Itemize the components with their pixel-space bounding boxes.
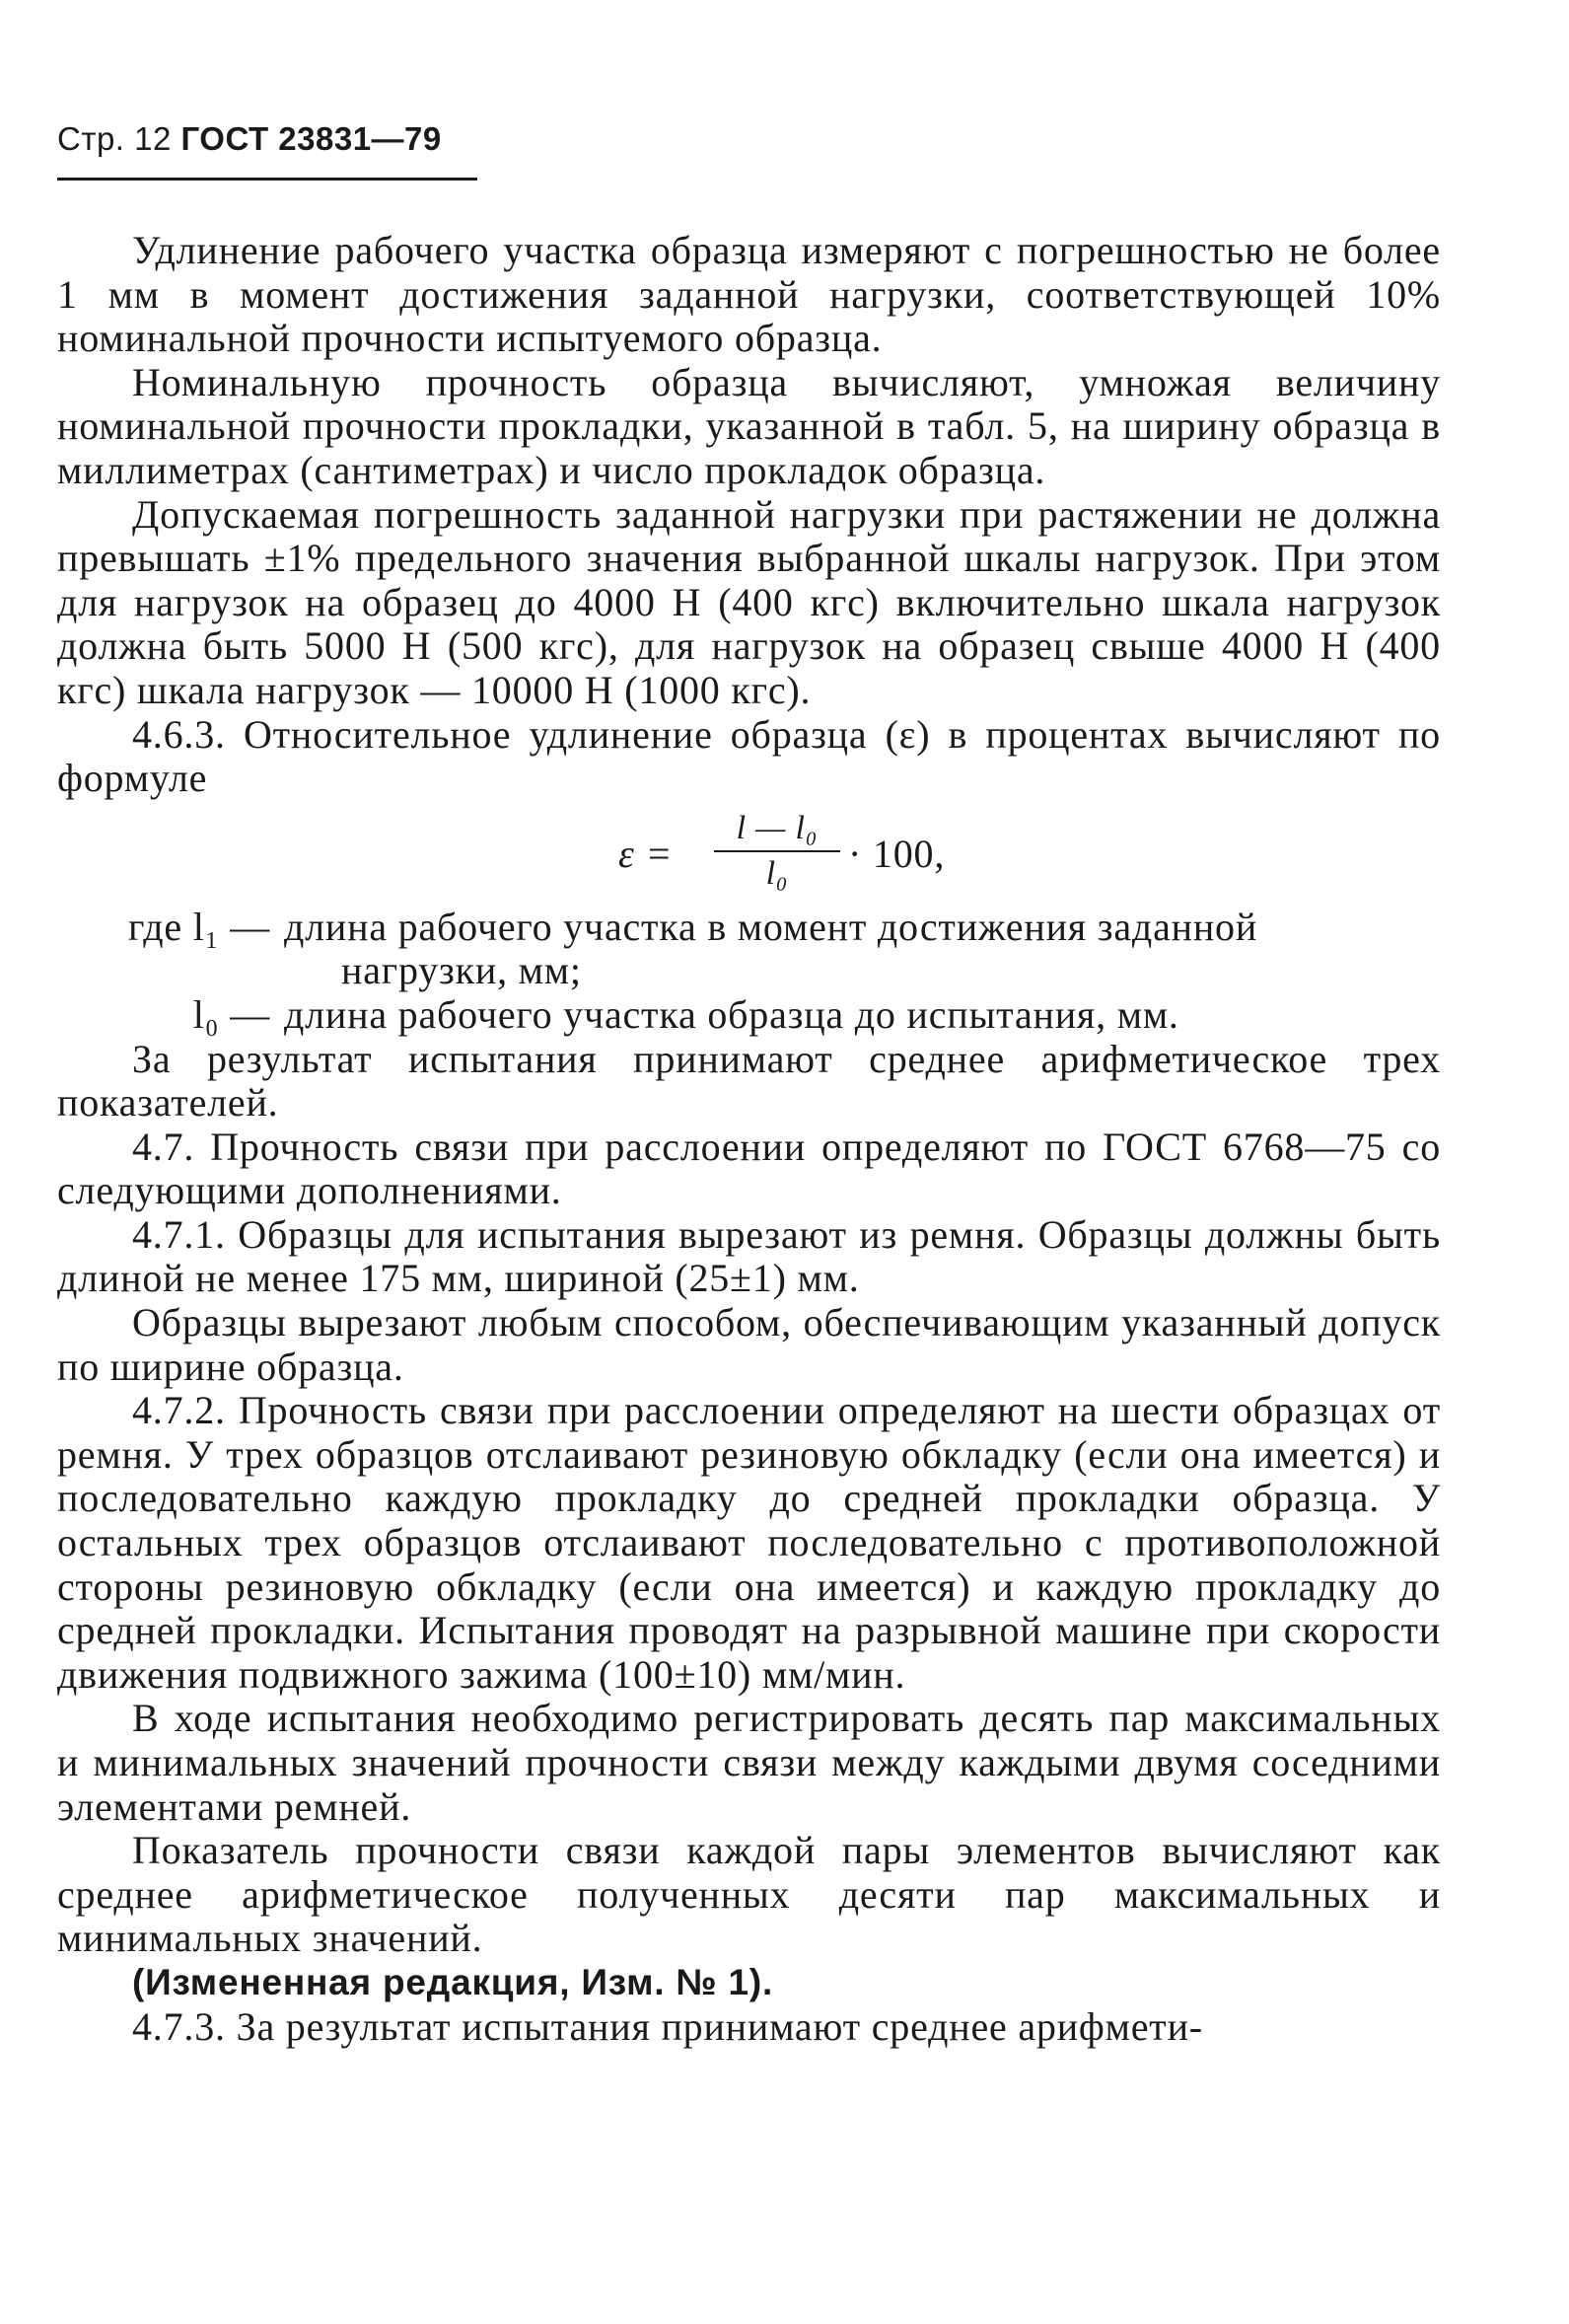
- paragraph-result-average: За результат испытания принимают среднее арифметическое трех показателей.: [57, 1036, 1441, 1126]
- paragraph-4-7-2: 4.7.2. Прочность связи при расслоении определяют на шести образцах от ремня. У трех образцов отслаивают резиновую обкладку (если она имеется) и последовательно каждую прокладку до средней прокладки образца. У остальных трех образцов отслаивают последовательно с противоположной стороны резиновую обкладку (если она имеется) и каждую прокладку до средней прокладки. Испытания проводят на разрывной машине при скорости движения подвижного зажима (100±10) мм/мин.: [57, 1388, 1441, 1697]
- formula-lhs: ε =: [618, 831, 674, 876]
- amendment-note: (Измененная редакция, Изм. № 1).: [132, 1961, 774, 2002]
- formula-multiplier: · 100,: [848, 831, 946, 876]
- page-number-label: Стр. 12: [57, 120, 172, 157]
- legend-row-l0: [57, 993, 1441, 1038]
- formula-legend: [57, 906, 1441, 1038]
- legend-symbol-l1: где l₁ —: [128, 904, 270, 949]
- paragraph-sample-cutting: Образцы вырезают любым способом, обеспечивающим указанный допуск по ширине образца.: [57, 1300, 1441, 1389]
- formula-fraction: [708, 809, 846, 894]
- paragraph-registration: В ходе испытания необходимо регистрировать десять пар максимальных и минимальных значений прочности связи между каждыми двумя соседними элементами ремней.: [57, 1696, 1441, 1829]
- legend-text-l1-line1: длина рабочего участка в момент достижения заданной: [284, 904, 1258, 949]
- page-header: [57, 120, 442, 158]
- legend-text-l1: [270, 906, 1441, 993]
- formula-numerator: l — l₀: [736, 809, 819, 846]
- paragraph-bond-strength-index: Показатель прочности связи каждой пары элементов вычисляют как среднее арифметическое полученных десяти пар максимальных и минимальных значений.: [57, 1828, 1441, 1961]
- paragraph-4-7: 4.7. Прочность связи при расслоении определяют по ГОСТ 6768—75 со следующими дополнениями.: [57, 1124, 1441, 1213]
- paragraph-nominal-strength: Номинальную прочность образца вычисляют, умножая величину номинальной прочности прокладки, указанной в табл. 5, на ширину образца в миллиметрах (сантиметрах) и число прокладок образца.: [57, 359, 1441, 492]
- formula-denominator: l₀: [765, 854, 789, 892]
- formula-fraction-bar: [714, 850, 840, 852]
- standard-code: ГОСТ 23831—79: [180, 120, 442, 157]
- header-rule: [57, 178, 477, 181]
- paragraph-elongation-measurement: Удлинение рабочего участка образца измеряют с погрешностью не более 1 мм в момент достижения заданной нагрузки, соответствующей 10% номинальной прочности испытуемого образца.: [57, 228, 1441, 361]
- paragraph-load-tolerance: Допускаемая погрешность заданной нагрузки при растяжении не должна превышать ±1% предельного значения выбранной шкалы нагрузок. При этом для нагрузок на образец до 4000 Н (400 кгс) включительно шкала нагрузок должна быть 5000 Н (500 кгс), для нагрузок на образец свыше 4000 Н (400 кгс) шкала нагрузок — 10000 Н (1000 кгс).: [57, 491, 1441, 712]
- body-text: [57, 229, 1441, 2049]
- legend-text-l0: длина рабочего участка образца до испытания, мм.: [284, 991, 1179, 1037]
- elongation-formula: [57, 809, 1441, 900]
- paragraph-4-7-3: 4.7.3. За результат испытания принимают среднее арифмети-: [132, 2003, 1203, 2049]
- legend-text-l1-line2: нагрузки, мм;: [341, 948, 582, 993]
- paragraph-4-7-1: 4.7.1. Образцы для испытания вырезают из ремня. Образцы должны быть длиной не менее 175 мм, шириной (25±1) мм.: [57, 1211, 1441, 1301]
- paragraph-4-6-3: 4.6.3. Относительное удлинение образца (ε) в процентах вычисляют по формуле: [57, 711, 1441, 801]
- legend-row-l1: [57, 906, 1441, 993]
- legend-symbol-l0: l₀ —: [192, 991, 270, 1037]
